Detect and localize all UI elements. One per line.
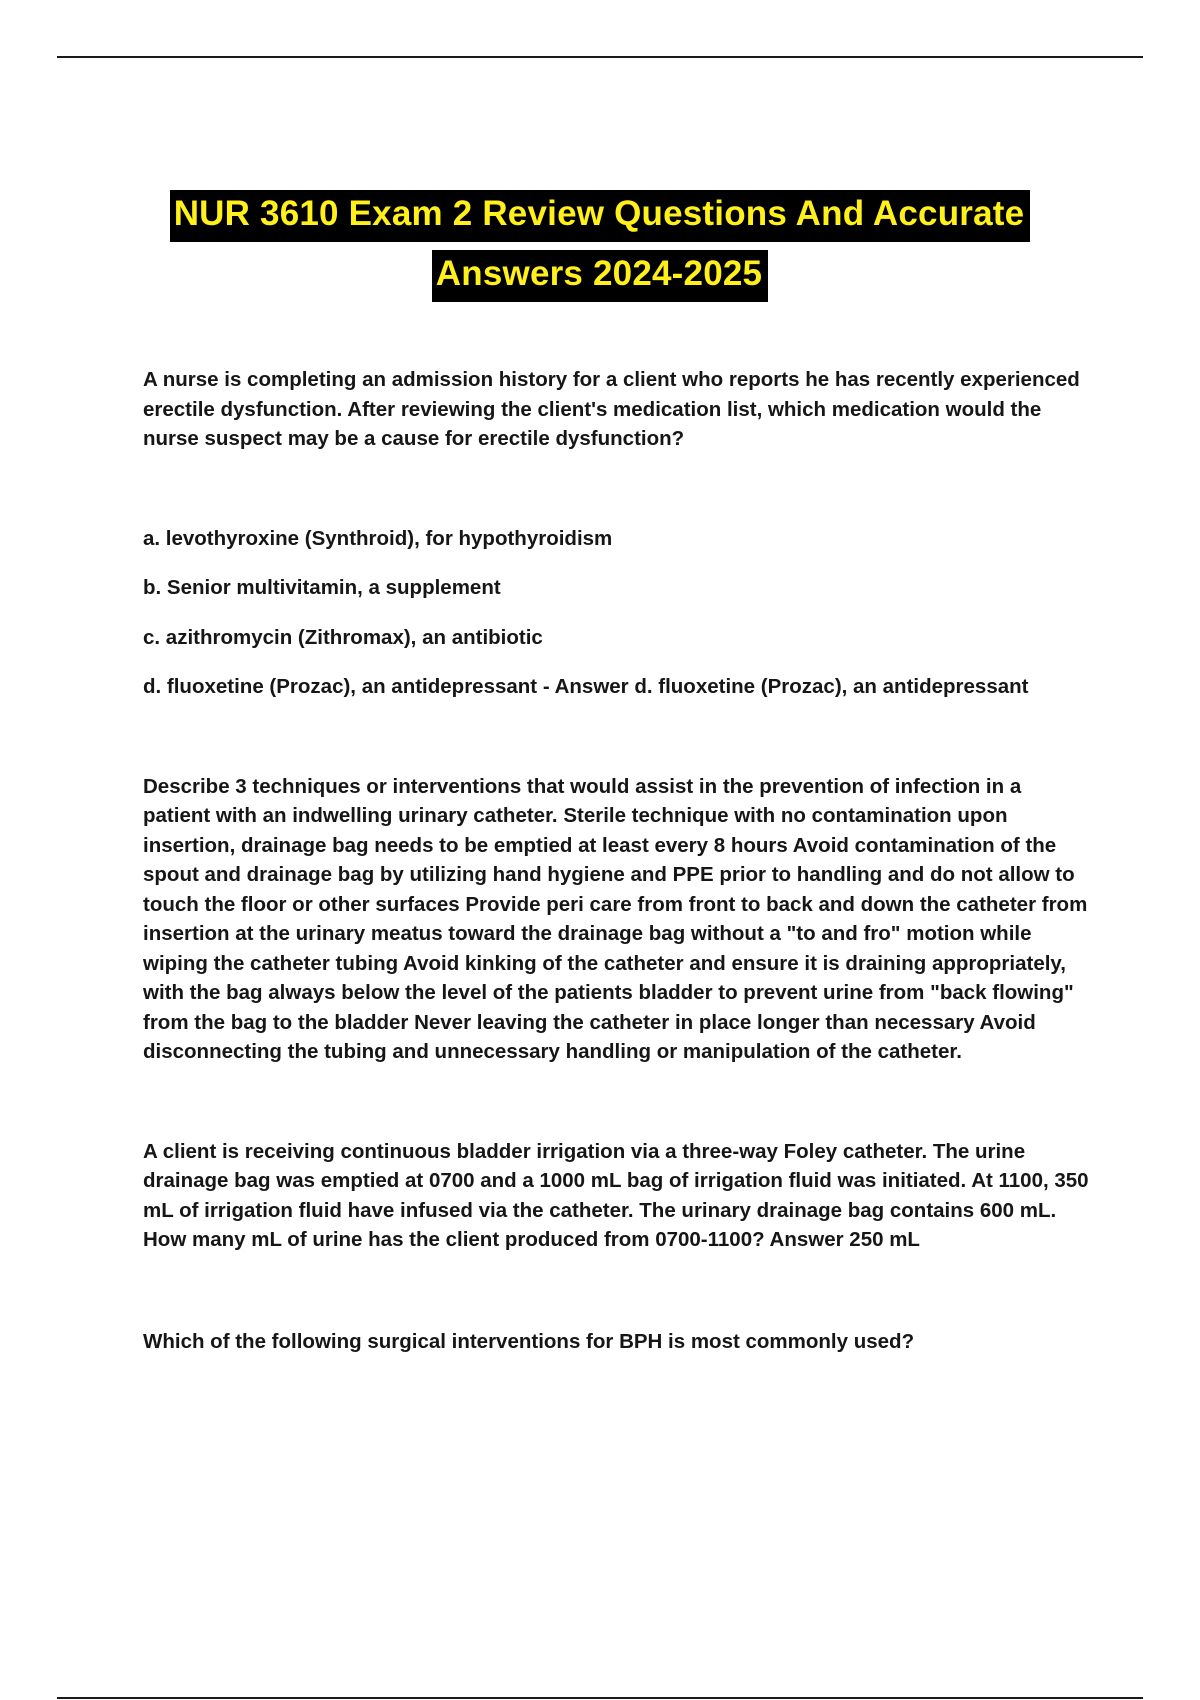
document-body [143,365,1093,1356]
top-rule [57,56,1143,58]
title-line-1: NUR 3610 Exam 2 Review Questions And Accurate [170,190,1031,242]
title-line-2: Answers 2024-2025 [432,250,768,302]
question-4-text: Which of the following surgical interventions for BPH is most commonly used? [143,1329,915,1353]
question-1-option-b: b. Senior multivitamin, a supplement [143,576,501,599]
question-1-option-d: d. fluoxetine (Prozac), an antidepressant - Answer d. fluoxetine (Prozac), an antidepressant [143,675,1029,698]
question-3-text: A client is receiving continuous bladder irrigation via a three-way Foley catheter. The urine drainage bag was emptied at 0700 and a 1000 mL bag of irrigation fluid was initiated. At 1100, 350 mL of irrigation fluid have infused via the catheter. The urinary drainage bag contains 600 mL. How many mL of urine has the client produced from 0700-1100? Answer 250 mL [143,1139,1089,1251]
question-1-option-c: c. azithromycin (Zithromax), an antibiotic [143,625,543,649]
question-2-text: Describe 3 techniques or interventions that would assist in the prevention of infection in a patient with an indwelling urinary catheter. Sterile technique with no contamination upon insertion, drainage bag needs to be emptied at least every 8 hours Avoid contamination of the spout and drainage bag by utilizing hand hygiene and PPE prior to handling and do not allow to touch the floor or other surfaces Provide peri care from front to back and down the catheter from insertion at the urinary meatus toward the drainage bag without a "to and fro" motion while wiping the catheter tubing Avoid kinking of the catheter and ensure it is draining appropriately, with the bag always below the level of the patients bladder to prevent urine from "back flowing" from the bag to the bladder Never leaving the catheter in place longer than necessary Avoid disconnecting the tubing and unnecessary handling or manipulation of the catheter. [143,774,1088,1063]
bottom-rule [57,1697,1143,1699]
question-1-text: A nurse is completing an admission history for a client who reports he has recently experienced erectile dysfunction. After reviewing the client's medication list, which medication would the nurse suspect may be a cause for erectile dysfunction? [143,368,1080,450]
document-title [0,190,1200,302]
question-1-option-a: a. levothyroxine (Synthroid), for hypothyroidism [143,526,613,550]
